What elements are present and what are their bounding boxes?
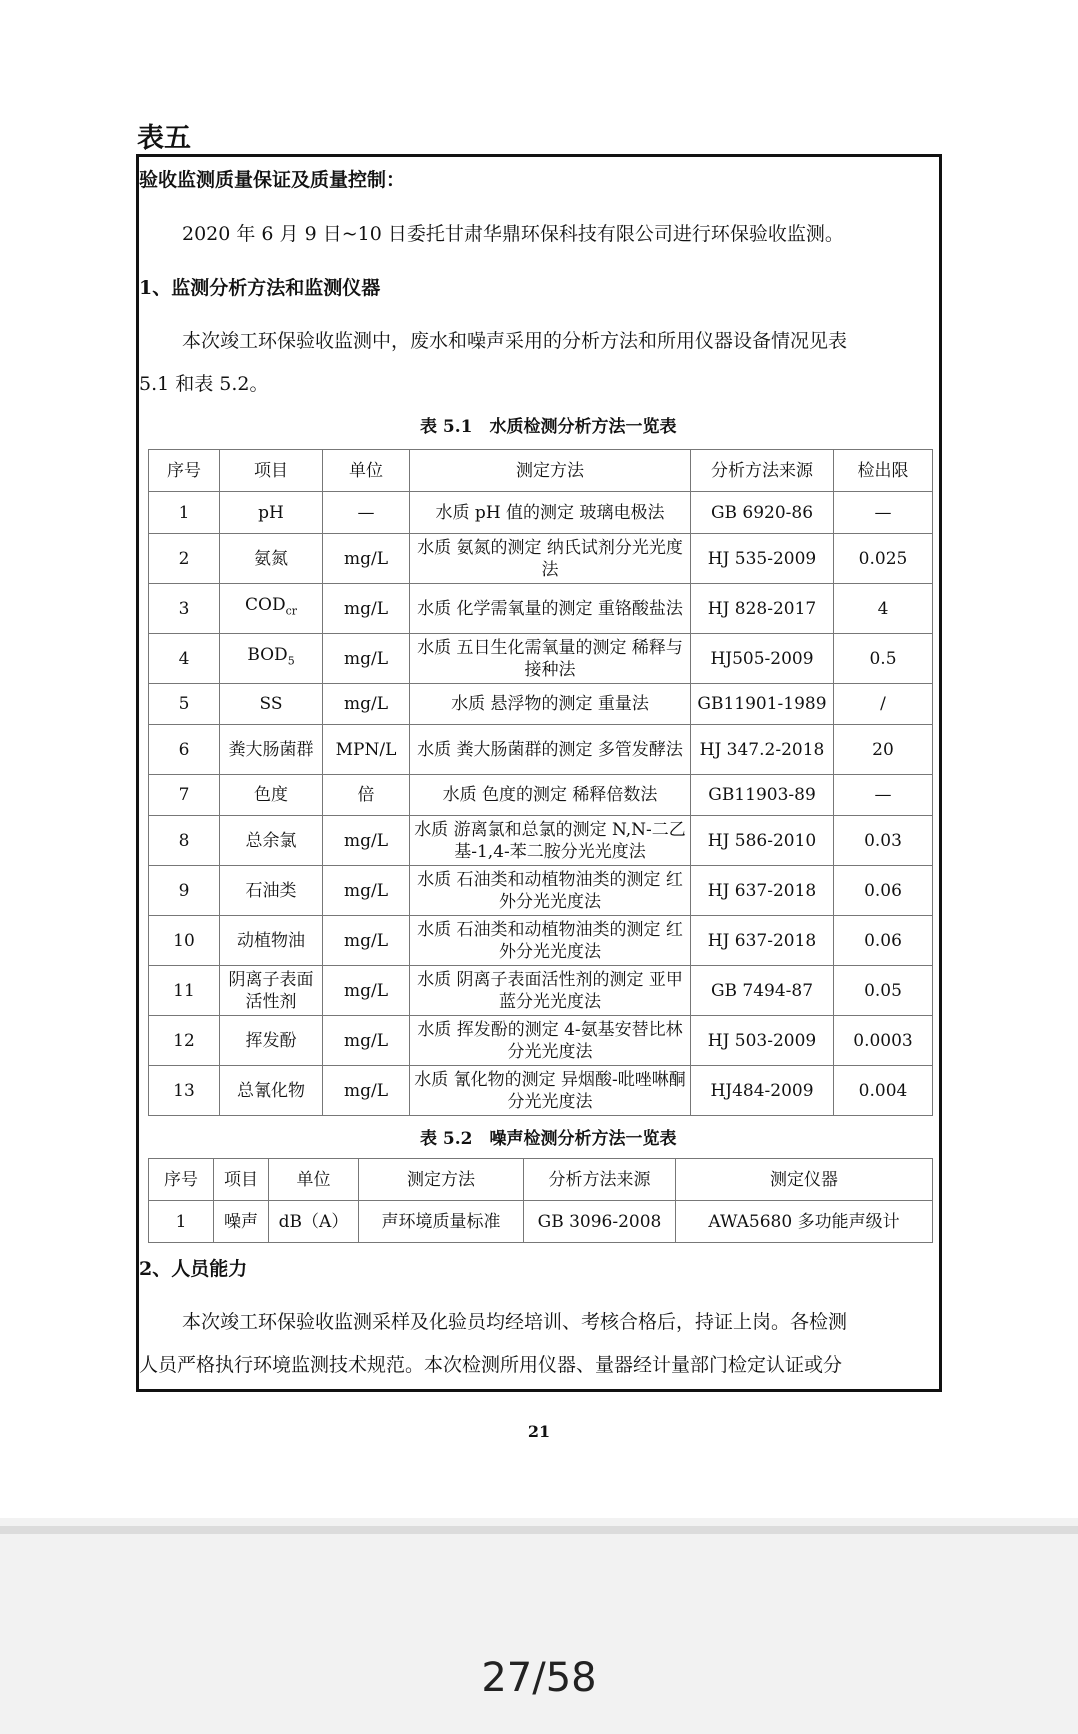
table-row bbox=[149, 1201, 933, 1243]
cell-item: 动植物油 bbox=[220, 916, 323, 966]
cell-item: pH bbox=[220, 492, 323, 534]
cell-unit: mg/L bbox=[323, 816, 410, 866]
table-row bbox=[149, 1066, 933, 1116]
cell-no: 3 bbox=[149, 584, 220, 634]
cell-no: 6 bbox=[149, 725, 220, 775]
cell-method: 水质 悬浮物的测定 重量法 bbox=[410, 684, 691, 725]
cell-unit: mg/L bbox=[323, 684, 410, 725]
cell-limit: 0.004 bbox=[834, 1066, 933, 1116]
cell-item: 石油类 bbox=[220, 866, 323, 916]
cell-method: 水质 化学需氧量的测定 重铬酸盐法 bbox=[410, 584, 691, 634]
cell-source: HJ 637-2018 bbox=[691, 866, 834, 916]
page-indicator: 27/58 bbox=[481, 1655, 597, 1701]
cell-limit: 0.03 bbox=[834, 816, 933, 866]
intro-text: 2020 年 6 月 9 日~10 日委托甘肃华鼎环保科技有限公司进行环保验收监测。 bbox=[182, 223, 844, 245]
cell-source: HJ484-2009 bbox=[691, 1066, 834, 1116]
cell-limit: 4 bbox=[834, 584, 933, 634]
cell-unit: mg/L bbox=[323, 584, 410, 634]
section-title: 验收监测质量保证及质量控制： bbox=[139, 169, 406, 191]
table-row bbox=[149, 634, 933, 684]
cell-method: 水质 粪大肠菌群的测定 多管发酵法 bbox=[410, 725, 691, 775]
cell-method: 水质 色度的测定 稀释倍数法 bbox=[410, 775, 691, 816]
header-cell: 测定仪器 bbox=[676, 1159, 933, 1201]
cell-limit: / bbox=[834, 684, 933, 725]
page-divider bbox=[0, 1526, 1078, 1534]
header-cell: 测定方法 bbox=[410, 450, 691, 492]
section1-line2: 5.1 和表 5.2。 bbox=[139, 373, 269, 395]
header-cell: 测定方法 bbox=[359, 1159, 524, 1201]
cell-item bbox=[220, 584, 323, 634]
cell-limit: 0.025 bbox=[834, 534, 933, 584]
cell-limit: 0.5 bbox=[834, 634, 933, 684]
cell-source: HJ 347.2-2018 bbox=[691, 725, 834, 775]
item-base: COD bbox=[245, 595, 286, 616]
section2-line2: 人员严格执行环境监测技术规范。本次检测所用仪器、量器经计量部门检定认证或分 bbox=[139, 1354, 843, 1376]
cell-no: 4 bbox=[149, 634, 220, 684]
cell-method: 水质 石油类和动植物油类的测定 红外分光光度法 bbox=[410, 866, 691, 916]
cell-method: 水质 氰化物的测定 异烟酸-吡唑啉酮分光光度法 bbox=[410, 1066, 691, 1116]
cell-no: 1 bbox=[149, 1201, 214, 1243]
cell-item: 挥发酚 bbox=[220, 1016, 323, 1066]
cell-item: 总氰化物 bbox=[220, 1066, 323, 1116]
cell-source: HJ 535-2009 bbox=[691, 534, 834, 584]
section1-line1: 本次竣工环保验收监测中，废水和噪声采用的分析方法和所用仪器设备情况见表 bbox=[182, 330, 848, 352]
cell-source: GB 6920-86 bbox=[691, 492, 834, 534]
item-subscript: 5 bbox=[287, 654, 295, 668]
cell-unit: mg/L bbox=[323, 916, 410, 966]
cell-source: GB 7494-87 bbox=[691, 966, 834, 1016]
table-row bbox=[149, 725, 933, 775]
cell-source: GB11901-1989 bbox=[691, 684, 834, 725]
header-cell: 序号 bbox=[149, 1159, 214, 1201]
cell-unit: mg/L bbox=[323, 866, 410, 916]
cell-source: HJ 828-2017 bbox=[691, 584, 834, 634]
cell-item: 色度 bbox=[220, 775, 323, 816]
cell-method: 水质 五日生化需氧量的测定 稀释与接种法 bbox=[410, 634, 691, 684]
table-row bbox=[149, 966, 933, 1016]
cell-item: 氨氮 bbox=[220, 534, 323, 584]
table-header-row bbox=[149, 1159, 933, 1201]
table-row bbox=[149, 1016, 933, 1066]
cell-limit: 0.06 bbox=[834, 916, 933, 966]
cell-limit: 0.0003 bbox=[834, 1016, 933, 1066]
page-number: 21 bbox=[527, 1422, 551, 1441]
noise-methods-table bbox=[148, 1158, 933, 1243]
cell-no: 12 bbox=[149, 1016, 220, 1066]
cell-limit: 0.05 bbox=[834, 966, 933, 1016]
cell-no: 2 bbox=[149, 534, 220, 584]
cell-no: 7 bbox=[149, 775, 220, 816]
table2-caption: 表 5.2 噪声检测分析方法一览表 bbox=[420, 1129, 677, 1149]
cell-no: 9 bbox=[149, 866, 220, 916]
section1-title: 1、监测分析方法和监测仪器 bbox=[139, 277, 381, 299]
table1-caption: 表 5.1 水质检测分析方法一览表 bbox=[420, 417, 677, 437]
cell-item: 总余氯 bbox=[220, 816, 323, 866]
section2-line1: 本次竣工环保验收监测采样及化验员均经培训、考核合格后，持证上岗。各检测 bbox=[182, 1311, 848, 1333]
table-row bbox=[149, 492, 933, 534]
water-methods-table bbox=[148, 449, 933, 1116]
cell-item: 噪声 bbox=[214, 1201, 269, 1243]
cell-method: 水质 挥发酚的测定 4-氨基安替比林分光光度法 bbox=[410, 1016, 691, 1066]
table-row bbox=[149, 775, 933, 816]
cell-source: HJ 503-2009 bbox=[691, 1016, 834, 1066]
cell-item: 阴离子表面活性剂 bbox=[220, 966, 323, 1016]
cell-method: 水质 游离氯和总氯的测定 N,N-二乙基-1,4-苯二胺分光光度法 bbox=[410, 816, 691, 866]
cell-item: 粪大肠菌群 bbox=[220, 725, 323, 775]
cell-unit: MPN/L bbox=[323, 725, 410, 775]
cell-unit: mg/L bbox=[323, 1066, 410, 1116]
cell-no: 11 bbox=[149, 966, 220, 1016]
table-row bbox=[149, 866, 933, 916]
cell-method: 水质 pH 值的测定 玻璃电极法 bbox=[410, 492, 691, 534]
cell-instrument: AWA5680 多功能声级计 bbox=[676, 1201, 933, 1243]
cell-no: 1 bbox=[149, 492, 220, 534]
table-row bbox=[149, 534, 933, 584]
cell-limit: 0.06 bbox=[834, 866, 933, 916]
header-cell: 项目 bbox=[220, 450, 323, 492]
cell-item bbox=[220, 634, 323, 684]
cell-limit: — bbox=[834, 492, 933, 534]
header-cell: 分析方法来源 bbox=[691, 450, 834, 492]
cell-unit: mg/L bbox=[323, 634, 410, 684]
item-subscript: cr bbox=[285, 604, 297, 618]
table-row bbox=[149, 816, 933, 866]
cell-method: 水质 氨氮的测定 纳氏试剂分光光度法 bbox=[410, 534, 691, 584]
cell-limit: — bbox=[834, 775, 933, 816]
header-cell: 检出限 bbox=[834, 450, 933, 492]
cell-source: HJ 586-2010 bbox=[691, 816, 834, 866]
cell-unit: dB（A） bbox=[269, 1201, 359, 1243]
header-cell: 分析方法来源 bbox=[524, 1159, 676, 1201]
table-row bbox=[149, 684, 933, 725]
cell-unit: mg/L bbox=[323, 1016, 410, 1066]
table-row bbox=[149, 584, 933, 634]
cell-method: 声环境质量标准 bbox=[359, 1201, 524, 1243]
cell-source: HJ505-2009 bbox=[691, 634, 834, 684]
cell-no: 8 bbox=[149, 816, 220, 866]
cell-unit: mg/L bbox=[323, 966, 410, 1016]
cell-no: 10 bbox=[149, 916, 220, 966]
cell-limit: 20 bbox=[834, 725, 933, 775]
page-heading: 表五 bbox=[137, 123, 191, 154]
cell-no: 13 bbox=[149, 1066, 220, 1116]
table-header-row bbox=[149, 450, 933, 492]
cell-unit: — bbox=[323, 492, 410, 534]
cell-method: 水质 阴离子表面活性剂的测定 亚甲蓝分光光度法 bbox=[410, 966, 691, 1016]
table-row bbox=[149, 916, 933, 966]
cell-unit: mg/L bbox=[323, 534, 410, 584]
cell-source: HJ 637-2018 bbox=[691, 916, 834, 966]
header-cell: 单位 bbox=[269, 1159, 359, 1201]
header-cell: 序号 bbox=[149, 450, 220, 492]
item-base: BOD bbox=[247, 645, 288, 666]
header-cell: 项目 bbox=[214, 1159, 269, 1201]
header-cell: 单位 bbox=[323, 450, 410, 492]
cell-unit: 倍 bbox=[323, 775, 410, 816]
cell-source: GB11903-89 bbox=[691, 775, 834, 816]
cell-no: 5 bbox=[149, 684, 220, 725]
cell-source: GB 3096-2008 bbox=[524, 1201, 676, 1243]
cell-method: 水质 石油类和动植物油类的测定 红外分光光度法 bbox=[410, 916, 691, 966]
section2-title: 2、人员能力 bbox=[139, 1258, 248, 1280]
cell-item: SS bbox=[220, 684, 323, 725]
